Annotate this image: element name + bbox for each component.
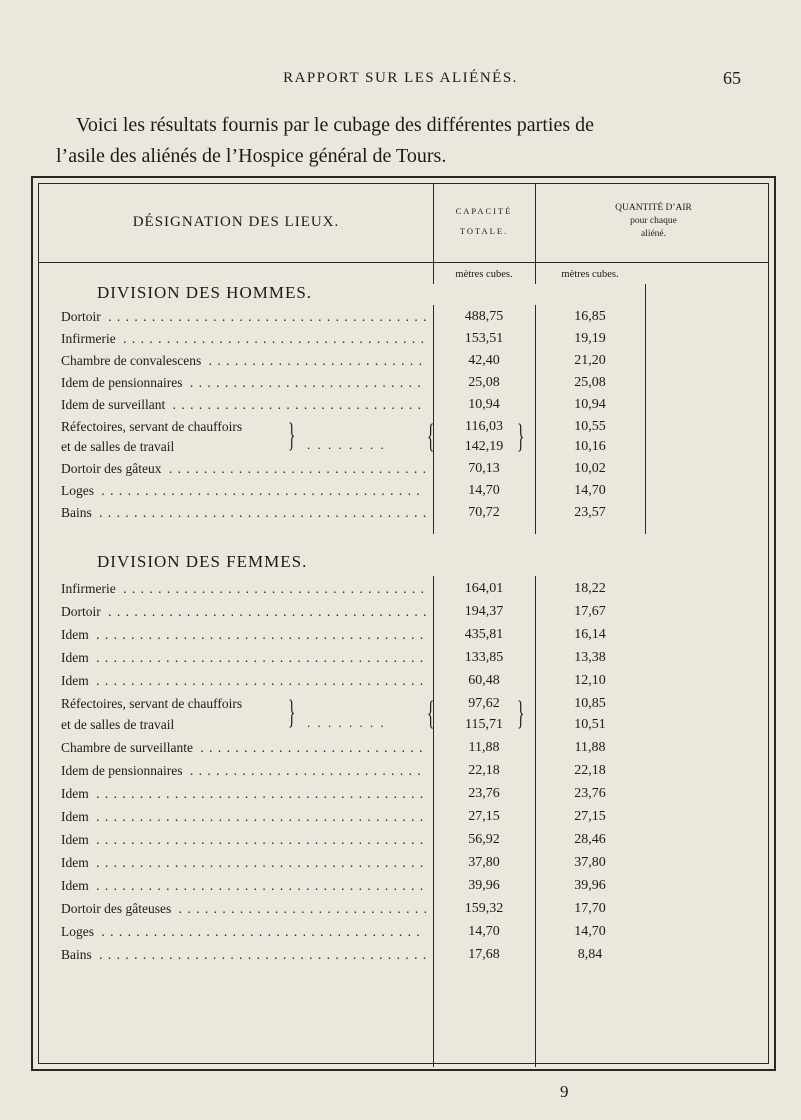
- table-row: [39, 503, 772, 523]
- row-label: Bains . . .: [61, 945, 426, 965]
- row-capacity: 194,37: [464, 604, 504, 619]
- table-row: [39, 853, 772, 873]
- row-label: Réfectoires, servant de chauffoirs: [61, 419, 243, 434]
- table-row: [39, 625, 772, 645]
- table-row: [39, 761, 772, 781]
- row-capacity: 14,70: [468, 483, 500, 498]
- row-capacity: 159,32: [464, 901, 504, 916]
- row-label: Infirmerie . . .: [61, 579, 426, 599]
- table-row: [39, 373, 772, 393]
- row-capacity: 25,08: [468, 375, 500, 390]
- row-label: Infirmerie . . .: [61, 329, 426, 349]
- row-air: 37,80: [574, 855, 606, 870]
- brace-symbol: }: [288, 417, 296, 454]
- row-label: et de salles de travail: [61, 717, 175, 732]
- row-air: 12,10: [574, 673, 606, 688]
- table-row-grouped: [39, 417, 772, 437]
- table-row: [39, 579, 772, 599]
- row-label: Idem de pensionnaires . . .: [61, 373, 426, 393]
- row-capacity: 116,03: [465, 419, 503, 434]
- row-capacity: 70,13: [468, 461, 500, 476]
- signature-mark: 9: [560, 1082, 569, 1101]
- row-capacity: 142,19: [464, 439, 504, 454]
- row-label: Idem de pensionnaires . . .: [61, 761, 426, 781]
- leader-dots: . . . . . . . .: [307, 715, 386, 730]
- table-row-grouped: [39, 437, 772, 457]
- section-title-men: DIVISION DES HOMMES.: [97, 283, 313, 302]
- row-label: Idem . . .: [61, 830, 426, 850]
- row-air: 19,19: [574, 331, 606, 346]
- row-label: Chambre de convalescens . . .: [61, 351, 426, 371]
- row-air: 13,38: [574, 650, 606, 665]
- brace-symbol: {: [427, 418, 435, 455]
- row-air: 10,16: [574, 439, 606, 454]
- header-rule: [39, 262, 768, 263]
- header-air-line3: aliéné.: [640, 229, 667, 239]
- row-capacity: 153,51: [464, 331, 504, 346]
- row-label: Loges . . .: [61, 481, 426, 501]
- section-title-women: DIVISION DES FEMMES.: [97, 552, 308, 571]
- table-row: [39, 351, 772, 371]
- row-air: 28,46: [574, 832, 606, 847]
- intro-line-1: Voici les résultats fournis par le cubage des différentes parties de: [76, 114, 594, 136]
- brace-symbol: {: [427, 695, 435, 732]
- row-air: 10,51: [574, 717, 606, 732]
- header-air-line2: pour chaque: [630, 216, 677, 226]
- header-air-line1: QUANTITÉ D’AIR: [615, 203, 692, 213]
- row-label: Idem . . .: [61, 671, 426, 691]
- row-capacity: 11,88: [468, 740, 500, 755]
- table-row: [39, 899, 772, 919]
- row-capacity: 164,01: [464, 581, 504, 596]
- unit-divider-1: [433, 262, 434, 284]
- table-row: [39, 329, 772, 349]
- row-capacity: 10,94: [468, 397, 500, 412]
- row-label: Idem . . .: [61, 807, 426, 827]
- table-row: [39, 671, 772, 691]
- running-head: [0, 68, 801, 92]
- row-air: 23,57: [574, 505, 606, 520]
- table-row-grouped: [39, 694, 772, 714]
- row-capacity: 23,76: [468, 786, 500, 801]
- row-capacity: 133,85: [464, 650, 504, 665]
- row-air: 10,55: [574, 419, 606, 434]
- row-air: 17,70: [574, 901, 606, 916]
- row-air: 23,76: [574, 786, 606, 801]
- header-divider-1: [433, 184, 434, 262]
- row-label: Chambre de surveillante . . .: [61, 738, 426, 758]
- table-row: [39, 784, 772, 804]
- intro-paragraph: [56, 110, 756, 172]
- running-title: RAPPORT SUR LES ALIÉNÉS.: [283, 70, 518, 86]
- table-row: [39, 945, 772, 965]
- row-capacity: 60,48: [468, 673, 500, 688]
- row-capacity: 97,62: [468, 696, 500, 711]
- row-capacity: 70,72: [468, 505, 500, 520]
- unit-air: mètres cubes.: [561, 269, 619, 280]
- row-capacity: 27,15: [468, 809, 500, 824]
- header-designation: DÉSIGNATION DES LIEUX.: [132, 214, 340, 230]
- row-label: Idem . . .: [61, 648, 426, 668]
- header-air: [535, 202, 772, 241]
- row-air: 22,18: [574, 763, 606, 778]
- row-capacity: 42,40: [468, 353, 500, 368]
- row-capacity: 115,71: [465, 717, 503, 732]
- table-inner-frame: [38, 183, 769, 1064]
- row-air: 18,22: [574, 581, 606, 596]
- row-capacity: 22,18: [468, 763, 500, 778]
- row-air: 11,88: [574, 740, 606, 755]
- row-air: 10,02: [574, 461, 606, 476]
- intro-line-2: l’asile des aliénés de l’Hospice général de Tours.: [56, 145, 447, 167]
- row-label: Bains . . .: [61, 503, 426, 523]
- table-row: [39, 395, 772, 415]
- row-label: Idem . . .: [61, 784, 426, 804]
- unit-divider-2: [535, 262, 536, 284]
- row-label: Dortoir . . .: [61, 307, 426, 327]
- row-label: Loges . . .: [61, 922, 426, 942]
- row-label: Idem . . .: [61, 876, 426, 896]
- unit-capacity: mètres cubes.: [455, 269, 513, 280]
- brace-symbol: }: [517, 418, 525, 455]
- page-number: 65: [723, 68, 741, 88]
- row-air: 25,08: [574, 375, 606, 390]
- table-row: [39, 459, 772, 479]
- table-row: [39, 807, 772, 827]
- table-row: [39, 922, 772, 942]
- row-air: 16,85: [574, 309, 606, 324]
- table-row: [39, 481, 772, 501]
- row-label: Idem de surveillant . . .: [61, 395, 426, 415]
- row-capacity: 435,81: [464, 627, 504, 642]
- table-row: [39, 602, 772, 622]
- row-label: Dortoir des gâteux . . .: [61, 459, 426, 479]
- row-label: Dortoir des gâteuses . . .: [61, 899, 426, 919]
- header-divider-2: [535, 184, 536, 262]
- row-air: 17,67: [574, 604, 606, 619]
- row-air: 21,20: [574, 353, 606, 368]
- table-row: [39, 876, 772, 896]
- table-row: [39, 307, 772, 327]
- table-row: [39, 738, 772, 758]
- row-air: 8,84: [577, 947, 603, 962]
- row-label: Idem . . .: [61, 853, 426, 873]
- header-capacity-line2: TOTALE.: [459, 226, 509, 236]
- row-label: Réfectoires, servant de chauffoirs: [61, 696, 243, 711]
- row-air: 39,96: [574, 878, 606, 893]
- leader-dots: . . . . . . . .: [307, 437, 386, 452]
- row-air: 10,85: [574, 696, 606, 711]
- brace-symbol: }: [288, 694, 296, 731]
- table-row: [39, 648, 772, 668]
- brace-symbol: }: [517, 695, 525, 732]
- cubage-table: [31, 176, 776, 1071]
- row-capacity: 56,92: [468, 832, 500, 847]
- row-capacity: 14,70: [468, 924, 500, 939]
- row-air: 27,15: [574, 809, 606, 824]
- row-air: 16,14: [574, 627, 606, 642]
- row-label: Dortoir . . .: [61, 602, 426, 622]
- row-label: Idem . . .: [61, 625, 426, 645]
- row-air: 14,70: [574, 483, 606, 498]
- row-capacity: 37,80: [468, 855, 500, 870]
- header-capacity-line1: CAPACITÉ: [455, 206, 513, 216]
- row-air: 10,94: [574, 397, 606, 412]
- row-capacity: 17,68: [468, 947, 500, 962]
- row-capacity: 39,96: [468, 878, 500, 893]
- header-capacity: [433, 206, 535, 236]
- table-row-grouped: [39, 715, 772, 735]
- row-label: et de salles de travail: [61, 439, 175, 454]
- row-air: 14,70: [574, 924, 606, 939]
- table-row: [39, 830, 772, 850]
- row-capacity: 488,75: [464, 309, 504, 324]
